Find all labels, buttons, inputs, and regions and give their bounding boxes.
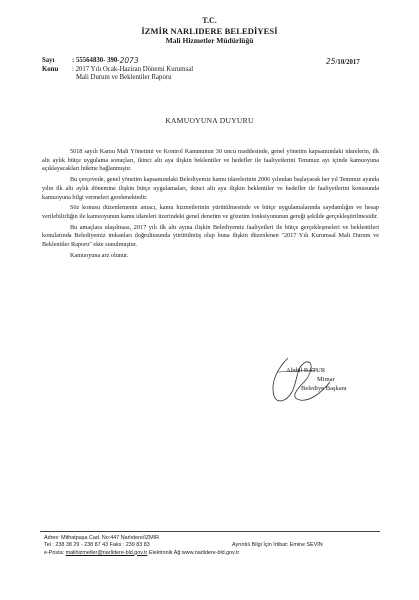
date-handwritten-day: 25 (326, 57, 336, 66)
subject-line-2: Mali Durum ve Beklentiler Raporu (76, 74, 172, 81)
footer-address: Adres: Mithatpaşa Cad. No:447 Narlıdere/İZMİR (44, 535, 160, 541)
reference-number-row (42, 57, 193, 66)
signatory-title: Belediye Başkanı (301, 384, 347, 392)
document-body (42, 148, 379, 262)
footer-divider (40, 531, 380, 532)
footer-email-label: e-Posta: (44, 549, 66, 556)
closing-line: Kamuoyuna arz olunur. (70, 251, 129, 259)
department-name: Mali Hizmetler Müdürlüğü (165, 36, 254, 45)
document-meta (42, 57, 193, 83)
paragraph-1: 5018 sayılı Kamu Mali Yönetimi ve Kontrol Kanununun 30 uncu maddesinde, genel yönetim kapsamındaki idarelerin, ilk altı aylık bütçe uygulama sonuçları, ikinci altı aya ilişkin beklentiler ve hedefler ile faaliyetlerini Temmuz ayı içinde kamuoyuna açıklayacakları hükme bağlanmıştır. (42, 148, 379, 173)
date-printed: /10/2017 (335, 59, 360, 66)
subject-line-1: : 2017 Yılı Ocak-Haziran Dönemi Kurumsal (72, 65, 194, 73)
sayi-label: Sayı (42, 57, 55, 64)
document-title: KAMUOYUNA DUYURU (165, 116, 254, 125)
municipality-name: İZMİR NARLIDERE BELEDİYESİ (141, 26, 278, 36)
paragraph-2: Bu çerçevede, genel yönetim kapsamındaki Belediyemiz kamu idarelerinin 2006 yılından başlayarak her yıl Temmuz ayında yılın ilk altı aylık dönemine ilişkin bütçe uygulamaları, ikinci altı aya ilişkin beklentiler ve hedefler ile faaliyetlerini konusunda kamuoyuna bilgi vermeleri gerekmektedir. (42, 176, 379, 201)
state-label: T.C. (202, 16, 217, 25)
document-date (326, 57, 360, 66)
signature-block (284, 367, 347, 393)
footer-email-row (44, 550, 239, 557)
paragraph-3: Söz konusu düzenlemenin amacı, kamu hizmetlerinin yürütülmesinde ve bütçe uygulamalarında saydamlığın ve hesap verilebilirliğin ile kamuoyunun kamu idareleri üzerindeki genel denetim ve gözetim fonksiyonunun gereği şekilde gerçekleştirilmesidir. (42, 204, 379, 220)
signatory-profession: Mimar (317, 375, 335, 383)
footer-email-link[interactable]: malihizmetler@narlidere-bld.gov.tr (65, 549, 148, 556)
footer-phone: Tel : 238 38 29 - 238 87 43 Faks : 239 83 83 (44, 542, 150, 549)
footer (44, 535, 239, 557)
sayi-value: : 55564830- 390- (72, 57, 120, 64)
footer-contact: Ayrıntılı Bilgi İçin İrtibat: Emine SEVİN (232, 542, 323, 548)
paragraph-4: Bu amaçlara ulaşılması, 2017 yılı ilk altı ayına ilişkin Belediyemiz faaliyetleri ile bütçe gerçekleşmeleri ve beklentileri konularında Belediyemiz imkanları doğrultusunda yürütülmüş olup buna ilişkin düzenlenen "2017 Yılı Kurumsal Mali Durum ve Beklentiler Raporu" ekte sunulmuştur. (42, 223, 379, 249)
konu-label: Konu (42, 65, 59, 73)
signatory-name: Abdül BATUR (286, 367, 326, 374)
subject-row (42, 66, 193, 75)
sayi-handwritten-number: 2073 (119, 56, 139, 65)
letterhead (0, 16, 419, 46)
footer-web[interactable]: Elektronik Ağ:www.narlidere-bld.gov.tr (147, 549, 240, 556)
